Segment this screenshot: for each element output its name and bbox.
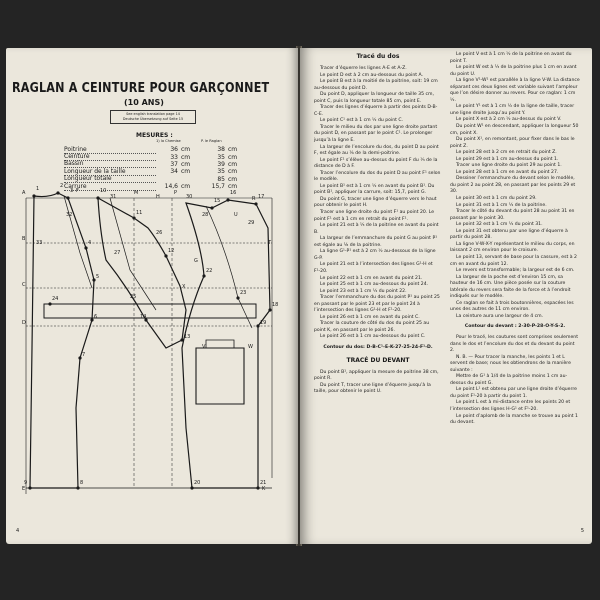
contour-line: Contour du dos: D-B-C¹-E-K-27-25-24-F¹-D.: [323, 344, 433, 350]
instruction-paragraph: La ligne V-W-X-Y représentant le milieu du corps, en laissant 2 cm environ pour le croisure.: [450, 241, 575, 254]
pattern-point-label: G: [194, 258, 198, 264]
pattern-point-label: 7: [82, 352, 86, 358]
pattern-point-label: 27: [114, 250, 121, 256]
section-heading: Tracé du dos: [356, 53, 400, 60]
instruction-paragraph: La largeur de la poche est d’environ 15 cm, sa hauteur de 16 cm. Une pièce posée sur la couture latérale du revers sera faite de la force et à l’endroit indiqués sur le modèle.: [450, 274, 571, 300]
measure-v2: 39: [217, 160, 225, 168]
pattern-point-label: B: [22, 236, 26, 242]
pattern-point-label: 1: [36, 186, 40, 192]
translation-note-german: Deutsche Übersetzung auf Seite 15: [122, 117, 184, 121]
instruction-paragraph: Le point X est à 2 cm ½ au-dessus du point V.: [456, 117, 562, 123]
instruction-paragraph: La largeur de l’emmanchure du point G au point P¹ est égale au ⅛ de la poitrine.: [314, 236, 438, 248]
page-subtitle: (10 ANS): [124, 98, 164, 107]
measure-label: Carrure: [64, 183, 156, 191]
instruction-paragraph: Du point T, tracer une ligne d’équerre jusqu’à la taille, pour obtenir le point U.: [314, 382, 431, 395]
instruction-paragraph: Le point 32 est à 1 cm ½ du point 31.: [456, 222, 543, 228]
pattern-drawing: [6, 48, 298, 544]
page-number: 4: [16, 528, 20, 534]
measure-u2: cm: [228, 153, 238, 161]
measure-v2: 38: [217, 146, 225, 154]
pattern-point-label: V: [202, 344, 206, 350]
pattern-point-label: U: [234, 212, 238, 218]
right-page: [300, 48, 592, 544]
pattern-point-label: 12: [168, 248, 175, 254]
pattern-point-label: 28: [202, 212, 209, 218]
pattern-point-label: 14: [140, 314, 147, 320]
measure-u1: cm: [181, 153, 191, 161]
instruction-paragraph: La ligne G¹-P¹ est à 2 cm ½ au-dessous de la ligne G-P.: [314, 249, 436, 261]
instruction-paragraph: Du point B¹, appliquer la mesure de poitrine 38 cm, point R.: [314, 369, 439, 382]
measure-u1: cm: [181, 160, 191, 168]
measure-label: Ceinture: [64, 153, 156, 161]
page-number: 5: [580, 528, 584, 534]
instruction-paragraph: Du point D, appliquer la longueur de taille 35 cm, point C, puis la longueur totale 85 cm, point E.: [314, 92, 434, 104]
instruction-paragraph: Le point 31 est obtenu par une ligne d’équerre à partir du point 28.: [450, 228, 568, 241]
instruction-paragraph: Le point d’aplomb de la manche se trouve au point 1 du devant.: [450, 413, 578, 426]
measure-v2: 15,7: [211, 183, 225, 191]
instruction-paragraph: Le point 23 est à 1 cm ½ du point 22.: [320, 288, 407, 294]
left-page: [6, 48, 298, 544]
measure-label: Poitrine: [64, 146, 156, 154]
pattern-point-label: 30: [186, 194, 193, 200]
pattern-point-label: 29: [248, 220, 255, 226]
pattern-point-label: 8: [80, 480, 84, 486]
instruction-paragraph: Tracer l’encolure du dos du point D au point F¹ selon le modèle.: [314, 170, 441, 183]
pattern-point-label: F: [76, 188, 79, 194]
measure-v1: 14,6: [164, 183, 178, 191]
measure-u2: cm: [228, 168, 238, 176]
pattern-point-label: M: [134, 190, 139, 196]
pattern-point-label: K: [262, 486, 266, 492]
pattern-point-label: 24: [52, 296, 59, 302]
instruction-paragraph: Le point C¹ est à 1 cm ½ du point C.: [320, 118, 404, 124]
pattern-point-label: 3: [70, 188, 74, 194]
instruction-paragraph: Le revers est transformable; la largeur est de 6 cm.: [456, 268, 575, 274]
measure-label: Bassin: [64, 160, 156, 168]
instruction-paragraph: N. B. — Pour tracer la manche, les points 1 et L servent de base; nous les obtiendrons de la manière suivante :: [450, 354, 571, 373]
pattern-point-label: X: [182, 284, 186, 290]
pattern-point-label: R: [252, 196, 256, 202]
pattern-point-label: P: [174, 190, 178, 196]
pattern-point-label: A: [22, 190, 26, 196]
measure-u2: cm: [228, 160, 238, 168]
instruction-paragraph: La ceinture aura une largeur de 4 cm.: [456, 313, 544, 319]
measure-u1: cm: [181, 146, 191, 154]
pattern-point-label: 18: [272, 302, 279, 308]
instruction-paragraph: Le point 28 est à 1 cm en avant du point 27.: [456, 169, 559, 175]
instruction-paragraph: Le point 13, servant de base pour la cassure, est à 2 cm en avant du point 12.: [450, 254, 577, 267]
instruction-paragraph: Tracer la couture de côté du dos du point 25 au point K, en passant par le point 26.: [314, 321, 430, 333]
instruction-paragraph: La ligne V¹-W¹ est parallèle à la ligne V-W. La distance séparant ces deux lignes est variable suivant l’ampleur que l’on désire donner au revers. Pour ce raglan: 1 cm ½.: [450, 78, 580, 103]
instruction-paragraph: Tracer d’équerre les lignes A-E et A-Z.: [320, 66, 407, 71]
pattern-point-label: 21: [260, 480, 267, 486]
measure-v2: 35: [217, 168, 225, 176]
instruction-paragraph: Tracer des lignes d’équerre à partir des points D-B-C-E.: [314, 105, 438, 117]
section-heading: TRACÉ DU DEVANT: [346, 356, 410, 364]
instruction-paragraph: Le point L est à mi-distance entre les points 20 et l’intersection des lignes H-G¹ et F¹-20.: [450, 400, 571, 412]
instruction-paragraph: Le point L¹ est obtenu par une ligne droite d’équerre du point F¹-20 à partir du point 1.: [450, 387, 577, 399]
instructions-column-1: [314, 48, 442, 396]
pattern-point-label: 15: [214, 198, 221, 204]
pattern-point-label: 17: [258, 194, 265, 200]
pattern-point-label: 13: [184, 334, 191, 340]
measures-col1-header: 1) la Chemise: [156, 139, 181, 143]
pattern-point-label: D: [22, 320, 26, 326]
instruction-paragraph: Pour le tracé, les coutures sont comprises seulement dans le dos et l’encolure du dos et du devant du point 2.: [450, 334, 578, 354]
instructions-column-2: [450, 52, 580, 427]
instruction-paragraph: Tracer l’emmanchure du dos du point P¹ au point 25 en passant par le point 23 et par le point 24 à l’intersection des lignes G¹-H et F¹-20.: [314, 295, 440, 314]
instruction-paragraph: Le point 25 est à 1 cm au-dessous du point 24.: [320, 282, 429, 288]
pattern-point-label: 16: [230, 190, 237, 196]
contour-line: Contour du devant : 2-30-P-28-O-Y-S-2.: [464, 324, 566, 330]
measure-label: Longueur totale: [64, 175, 156, 183]
instruction-paragraph: Le point B¹ est à 1 cm ½ en avant du point B¹. Du point B¹, appliquer la carrure, soit: 15,7, point G.: [314, 183, 435, 196]
pattern-point-label: 9: [24, 480, 28, 486]
instruction-paragraph: Mettre de G¹ à 1/4 de la poitrine moins 1 cm au-dessus du point G.: [450, 374, 568, 386]
instruction-paragraph: Le point 28 est à 2 cm en retrait du point Z.: [456, 150, 557, 156]
instruction-paragraph: Le point V est à 1 cm ½ de la poitrine en avant du point T.: [450, 52, 572, 64]
pattern-point-label: 2: [60, 183, 64, 189]
instruction-paragraph: Le point F¹ s’élève au-dessus du point F du ⅓ de la distance de D à F.: [314, 157, 438, 170]
pattern-point-label: 23: [240, 290, 247, 296]
measure-v1: 37: [170, 160, 178, 168]
instruction-paragraph: Le point B est à la moitié de la poitrine, soit: 19 cm au-dessous du point D.: [314, 79, 438, 91]
measure-v2: 85: [217, 175, 225, 183]
instruction-paragraph: Le point Y¹ est à 1 cm ½ de la ligne de taille, tracer une ligne droite jusqu’au point Y.: [450, 104, 575, 116]
pattern-point-label: 4: [88, 240, 92, 246]
measure-u2: cm: [228, 146, 238, 154]
measure-v1: 33: [170, 153, 178, 161]
instruction-paragraph: Ce raglan se fait à trois boutonnières, espacées les unes des autres de 11 cm environ.: [450, 300, 574, 313]
measure-u2: cm: [228, 183, 238, 191]
pattern-point-label: C: [22, 282, 26, 288]
instruction-paragraph: Le point 21 est à l’intersection des lignes G¹-H et F¹-20.: [314, 262, 433, 274]
instruction-paragraph: Le point 22 est à 1 cm en avant du point 21.: [320, 275, 423, 281]
instruction-paragraph: Tracer le côté du devant du point 28 au point 31 en passant par le point 30.: [450, 209, 575, 221]
pattern-point-label: 25: [130, 294, 137, 300]
instruction-paragraph: Le point 21 est à ⅓ de la poitrine en avant du point B.: [314, 223, 439, 235]
measure-v2: 35: [217, 153, 225, 161]
instruction-paragraph: Du point W¹ en descendant, appliquer la longueur 50 cm, point X.: [450, 124, 579, 136]
instruction-paragraph: Du point G, tracer une ligne d’équerre vers le haut pour obtenir le point H.: [314, 196, 437, 209]
page-title: RAGLAN A CEINTURE POUR GARÇONNET: [12, 80, 270, 96]
measure-v1: 34: [170, 168, 178, 176]
pattern-point-label: T: [268, 240, 272, 246]
pattern-point-label: 19: [260, 320, 267, 326]
instruction-paragraph: Du point X¹, en remontant, pour fixer dans le bas le point Z.: [450, 137, 575, 149]
instruction-paragraph: Le point 30 est à 1 cm du point 29.: [456, 196, 537, 202]
instruction-paragraph: Tracer une ligne droite du point 29 au point 1.: [456, 163, 562, 169]
pattern-point-label: 32: [66, 212, 73, 218]
instruction-paragraph: La largeur de l’encolure du dos, du point D au point F, est égale au ⅙ de la demi-poitrine.: [314, 144, 439, 157]
measure-u2: cm: [228, 175, 238, 183]
measures-col2-header: P. le Raglan: [201, 139, 222, 143]
pattern-point-label: 33: [36, 240, 43, 246]
instruction-paragraph: Le point 29 est à 1 cm au-dessus du point 1.: [456, 156, 559, 162]
instruction-paragraph: Le point 31 est à 1 cm ½ de la poitrine.: [456, 202, 547, 208]
measures-title: MESURES :: [136, 132, 173, 139]
instruction-paragraph: Tracer le milieu du dos par une ligne droite partant du point D, en passant par le point C¹. Le prolonger jusqu’à la ligne E.: [314, 124, 438, 144]
instruction-paragraph: Le point W est à ⅓ de la poitrine plus 1 cm en avant du point U.: [450, 65, 577, 77]
instruction-paragraph: Dessiner l’emmanchure du devant selon le modèle, du point 2 au point 28, en passant par les points 29 et 30.: [450, 176, 576, 195]
pattern-point-label: 6: [94, 314, 98, 320]
pattern-point-label: 11: [136, 210, 143, 216]
instruction-paragraph: Le point 26 est à 1 cm au-dessous du point C.: [320, 334, 426, 340]
pattern-point-label: H: [156, 194, 160, 200]
instruction-paragraph: Tracer une ligne droite du point F¹ au point 20. Le point F¹ est à 1 cm en retrait du point F¹.: [314, 210, 435, 222]
pattern-point-label: 10: [100, 188, 107, 194]
pattern-point-label: 22: [206, 268, 213, 274]
pattern-point-label: 20: [194, 480, 201, 486]
pattern-point-label: W: [248, 344, 253, 350]
instruction-paragraph: Le point 26 est à 1 cm en avant du point C.: [320, 314, 420, 320]
measure-u1: cm: [181, 183, 191, 191]
instruction-paragraph: Le point D est à 2 cm au-dessous du point A.: [320, 72, 424, 78]
measure-u1: cm: [181, 168, 191, 176]
translation-note-english: See english translation page 14: [126, 112, 180, 116]
pattern-point-label: E: [22, 486, 26, 492]
measure-v1: 36: [170, 146, 178, 154]
pattern-point-label: 26: [156, 230, 163, 236]
pattern-point-label: 5: [96, 274, 100, 280]
measure-label: Longueur de la taille: [64, 168, 156, 176]
pattern-point-label: 31: [110, 194, 117, 200]
